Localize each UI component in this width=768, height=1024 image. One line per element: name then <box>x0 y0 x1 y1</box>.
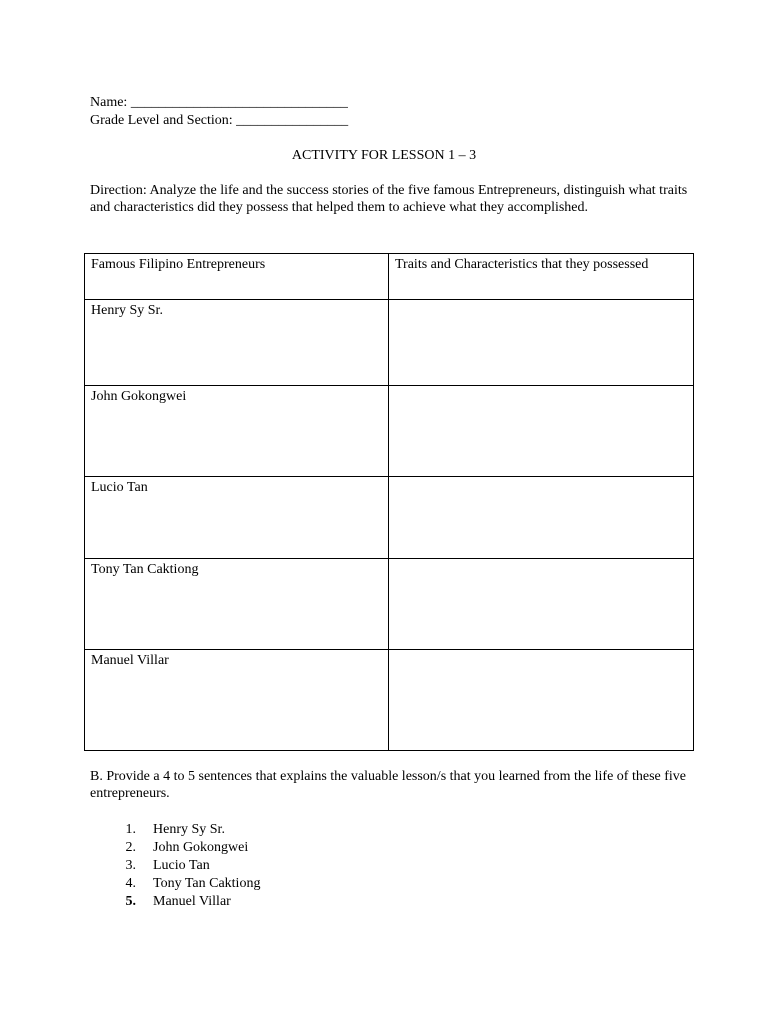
table-row <box>85 386 694 477</box>
entrepreneur-name: Manuel Villar <box>85 650 389 751</box>
list-item <box>90 821 260 839</box>
list-item <box>90 893 260 911</box>
table-header-row <box>85 254 694 300</box>
header-traits: Traits and Characteristics that they possessed <box>389 254 694 300</box>
list-number: 5. <box>125 894 136 909</box>
grade-section-field-line: Grade Level and Section: ________________ <box>90 113 349 128</box>
entrepreneur-name: Henry Sy Sr. <box>85 300 389 386</box>
list-item <box>90 857 260 875</box>
traits-cell <box>389 300 694 386</box>
entrepreneur-name: Lucio Tan <box>85 477 389 559</box>
traits-cell <box>389 559 694 650</box>
name-field-line: Name: _______________________________ <box>90 95 348 110</box>
table-row <box>85 300 694 386</box>
table-row <box>85 559 694 650</box>
entrepreneur-name: John Gokongwei <box>85 386 389 477</box>
table-row <box>85 477 694 559</box>
list-number: 4. <box>125 876 136 891</box>
entrepreneur-name: Tony Tan Caktiong <box>85 559 389 650</box>
header-entrepreneurs: Famous Filipino Entrepreneurs <box>85 254 389 300</box>
traits-cell <box>389 477 694 559</box>
list-number: 3. <box>125 858 136 873</box>
traits-cell <box>389 386 694 477</box>
entrepreneurs-table <box>84 253 694 751</box>
list-number: 2. <box>125 840 136 855</box>
list-label: Manuel Villar <box>153 894 231 909</box>
activity-title: ACTIVITY FOR LESSON 1 – 3 <box>291 148 477 163</box>
list-label: John Gokongwei <box>153 840 249 855</box>
direction-paragraph: Direction: Analyze the life and the success stories of the five famous Entrepreneurs, distinguish what traits and characteristics did they possess that helped them to achieve what they accomplished. <box>90 183 688 215</box>
list-item <box>90 875 260 893</box>
list-label: Tony Tan Caktiong <box>153 876 261 891</box>
list-label: Henry Sy Sr. <box>153 822 225 837</box>
entrepreneur-list <box>90 821 260 911</box>
table-row <box>85 650 694 751</box>
list-item <box>90 839 260 857</box>
list-number: 1. <box>125 822 136 837</box>
traits-cell <box>389 650 694 751</box>
section-b-instruction: B. Provide a 4 to 5 sentences that explains the valuable lesson/s that you learned from the life of these five entrepreneurs. <box>90 769 686 801</box>
list-label: Lucio Tan <box>153 858 210 873</box>
